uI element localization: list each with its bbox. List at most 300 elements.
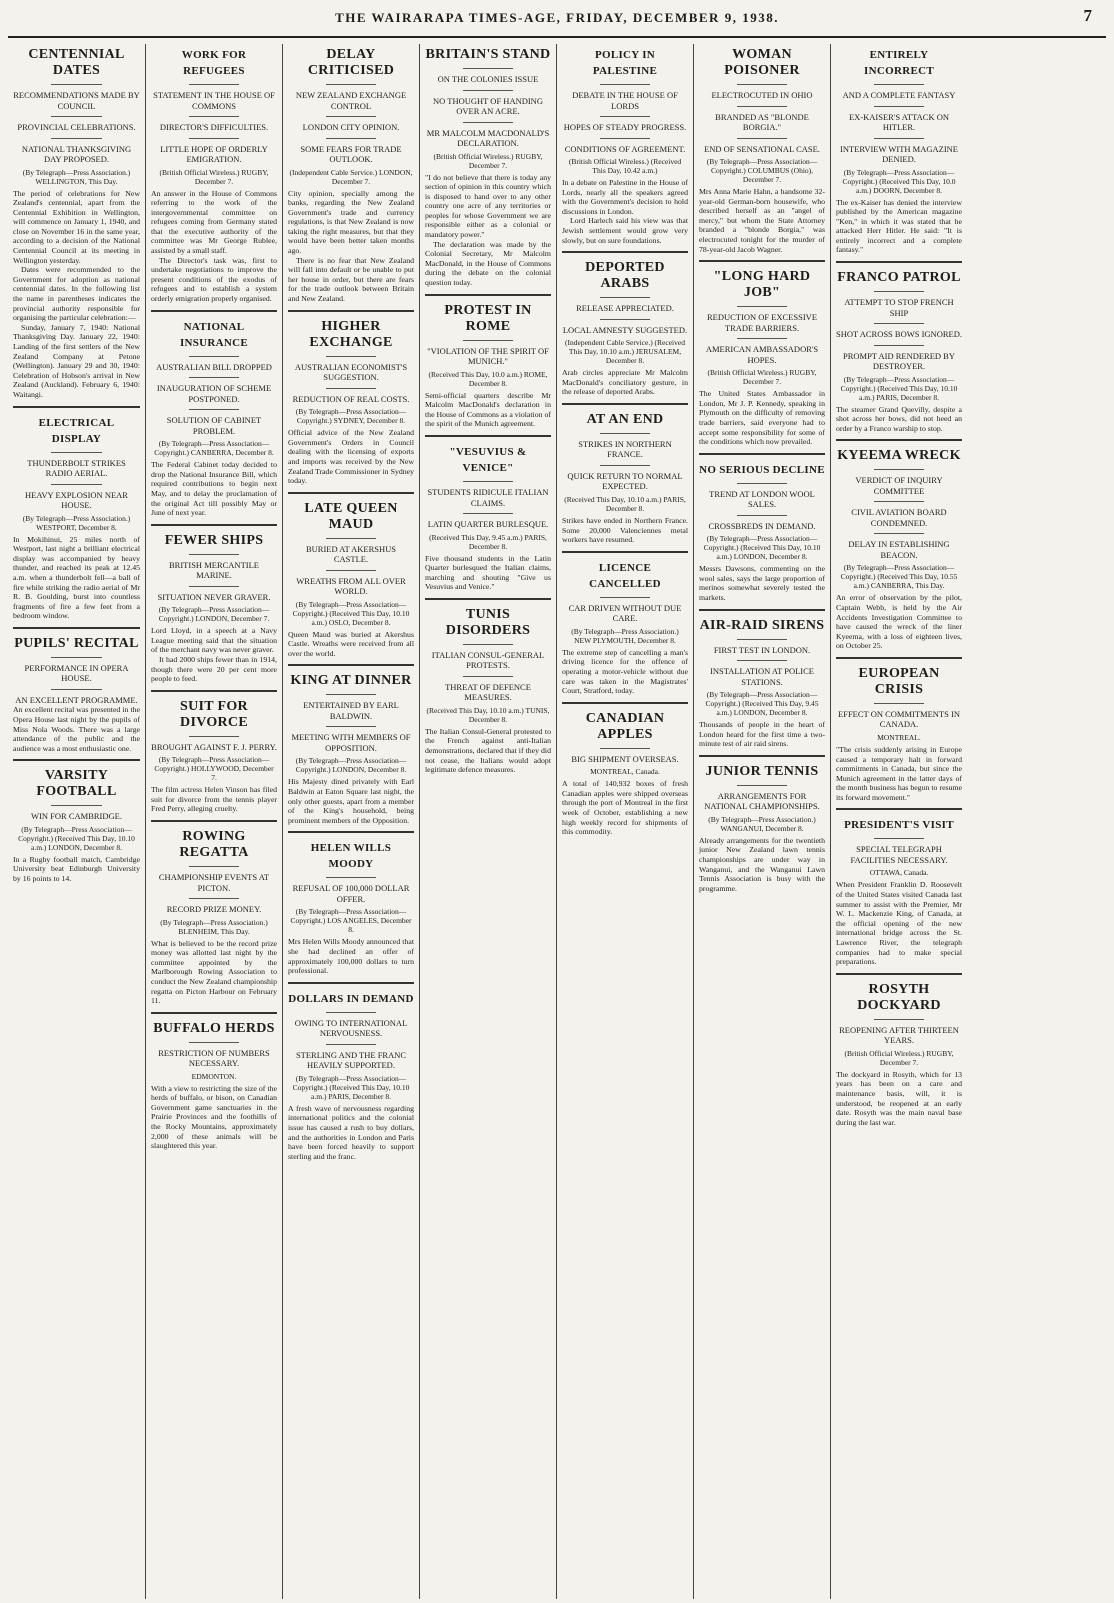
article-paragraph: What is believed to be the record prize money was allotted last night by the committee appointed by the Marlborough Rowing Association to conduct the New Zealand championship regatta on Picton Harbour on February 11. <box>151 938 277 1006</box>
headline-rule <box>874 345 924 346</box>
article <box>13 44 140 400</box>
article-divider <box>13 406 140 408</box>
article <box>562 403 688 545</box>
article-paragraph: The period of celebrations for New Zealand's centennial, apart from the Centennial Exhibition in Wellington, will commence on January 1, 1940, and close on November 16 in the same year, according to a decision of the National Centennial Council at its meeting in Wellington yesterday. <box>13 188 140 265</box>
article-subheading: STATEMENT IN THE HOUSE OF COMMONS <box>153 90 275 111</box>
article <box>699 260 825 447</box>
article-subheading: SITUATION NEVER GRAVER. <box>157 591 271 602</box>
article-subheading: SOLUTION OF CABINET PROBLEM. <box>166 415 262 436</box>
headline-rule <box>874 703 924 704</box>
article-dateline: (Received This Day, 10.10 a.m.) PARIS, December 8. <box>564 494 686 513</box>
headline-rule <box>737 338 787 339</box>
article-subheading: AUSTRALIAN ECONOMIST'S SUGGESTION. <box>294 361 408 383</box>
article-headline: ROSYTH DOCKYARD <box>857 981 941 1013</box>
article-subheading: MR MALCOLM MACDONALD'S DECLARATION. <box>426 127 550 148</box>
article-headline: EUROPEAN CRISIS <box>858 665 940 697</box>
article <box>836 808 962 966</box>
article-headline: FRANCO PATROL <box>837 270 961 286</box>
article <box>288 831 414 975</box>
article-paragraph: Thousands of people in the heart of London heard for the first time a two-minute test of air raid sirens. <box>699 720 825 749</box>
article-dateline: (By Telegraph—Press Association—Copyright.) (Received This Day, 10.55 a.m.) CANBERRA, This Day. <box>840 563 958 591</box>
headline-rule <box>737 639 787 640</box>
article-subheading: INTERVIEW WITH MAGAZINE DENIED. <box>840 143 958 164</box>
article-paragraph: In a Rugby football match, Cambridge University beat Edinburgh University by 16 points to 14. <box>13 854 140 884</box>
article <box>699 609 825 749</box>
article-subheading: AND A COMPLETE FANTASY <box>842 90 956 100</box>
headline-rule <box>737 483 787 484</box>
article-subheading: CONDITIONS OF AGREEMENT. <box>564 143 686 154</box>
article-headline: WORK FOR REFUGEES <box>181 49 247 77</box>
article-subheading: ON THE COLONIES ISSUE <box>437 74 539 84</box>
headline-rule <box>189 736 239 737</box>
article-subheading: DEBATE IN THE HOUSE OF LORDS <box>572 90 678 111</box>
article-headline: HIGHER EXCHANGE <box>309 318 393 350</box>
page-number: 7 <box>1083 6 1092 25</box>
article-dateline: (Received This Day, 10.10 a.m.) TUNIS, December 8. <box>426 705 550 724</box>
article-headline: JUNIOR TENNIS <box>705 763 819 779</box>
headline-rule <box>326 356 376 357</box>
article-headline: ENTIRELY INCORRECT <box>864 49 934 77</box>
article-paragraph: His Majesty dined privately with Earl Baldwin at Eaton Square last night, the only other guests, apart from a member of the King's household, being prominent members of the Opposition. <box>288 777 414 825</box>
article-headline: BRITAIN'S STAND <box>425 47 551 62</box>
article-subheading: ELECTROCUTED IN OHIO <box>711 90 813 100</box>
article <box>836 44 962 255</box>
headline-rule <box>51 484 102 485</box>
article-dateline: (By Telegraph—Press Association—Copyright.) CANBERRA, December 8. <box>154 439 274 458</box>
headline-rule <box>326 116 376 117</box>
article <box>562 44 688 245</box>
article <box>288 664 414 825</box>
article-headline: CANADIAN APPLES <box>585 710 665 742</box>
article-divider <box>562 702 688 704</box>
article-divider <box>836 808 962 810</box>
article-dateline: (Received This Day, 10.0 a.m.) ROME, December 8. <box>428 369 548 388</box>
article-divider <box>425 294 551 296</box>
article-divider <box>151 524 277 526</box>
article-paragraph: Official advice of the New Zealand Government's Orders in Council dealing with the licensing of exports and imports was received by the New Zealand Trade Commissioner in Sydney today. <box>288 428 414 486</box>
headline-rule <box>326 570 376 571</box>
headline-rule <box>326 1044 376 1045</box>
headline-rule <box>600 597 650 598</box>
article-dateline: (By Telegraph—Press Association—Copyright.) LONDON, December 7. <box>158 605 270 624</box>
headline-rule <box>874 501 924 502</box>
article-subheading: LATIN QUARTER BURLESQUE. <box>427 519 549 529</box>
headline-rule <box>737 306 787 307</box>
article-divider <box>288 664 414 666</box>
article-headline: DEPORTED ARABS <box>585 260 665 292</box>
headline-rule <box>326 538 376 539</box>
headline-rule <box>600 319 650 320</box>
article <box>288 310 414 486</box>
article-divider <box>425 598 551 600</box>
headline-rule <box>326 1012 376 1013</box>
article-divider <box>562 403 688 405</box>
article-headline: CENTENNIAL DATES <box>28 47 125 78</box>
headline-rule <box>874 533 924 534</box>
article-headline: FEWER SHIPS <box>164 532 264 548</box>
headline-rule <box>326 84 376 85</box>
article-dateline: (By Telegraph—Press Association—Copyright.) (Received This Day, 10.0 a.m.) DOORN, December 8. <box>842 167 956 195</box>
article-divider <box>151 310 277 312</box>
article-dateline: (By Telegraph—Press Association—Copyright.) (Received This Day, 9.45 a.m.) LONDON, December 8. <box>705 690 819 718</box>
article-subheading: QUICK RETURN TO NORMAL EXPECTED. <box>567 470 683 492</box>
article-paragraph: An error of observation by the pilot, Captain Webb, is held by the Air Accidents Investigation Committee to have caused the wreck of the liner Kyeema, with a loss of eighteen lives, on October 25. <box>836 593 962 651</box>
headline-rule <box>600 465 650 466</box>
article-headline: DELAY CRITICISED <box>307 47 395 78</box>
article-dateline: (British Official Wireless.) RUGBY, December 7. <box>844 1048 954 1067</box>
headline-rule <box>51 657 102 658</box>
headline-rule <box>600 297 650 298</box>
article-subheading: EFFECT ON COMMITMENTS IN CANADA. <box>838 708 960 730</box>
headline-rule <box>51 689 102 690</box>
article-divider <box>836 973 962 975</box>
article <box>288 44 414 304</box>
article-paragraph: An answer in the House of Commons referring to the work of the intergovernmental committee on refugees coming from Germany stated that the executive authority of the committee was Mr George Rublee, assisted by a small staff. <box>151 188 277 256</box>
headline-rule <box>189 356 239 357</box>
article <box>699 755 825 894</box>
article-dateline: (Received This Day, 9.45 a.m.) PARIS, December 8. <box>429 532 547 551</box>
article-dateline: EDMONTON. <box>191 1071 237 1081</box>
article-subheading: HEAVY EXPLOSION NEAR HOUSE. <box>25 489 128 511</box>
article-paragraph: There is no fear that New Zealand will fall into default or be unable to put her house in order, but there are fears for the trade outlook between Britain and New Zealand. <box>288 255 414 304</box>
column-1 <box>8 44 145 1599</box>
article-divider <box>288 492 414 494</box>
article-subheading: CAR DRIVEN WITHOUT DUE CARE. <box>568 602 682 624</box>
headline-rule <box>326 694 376 695</box>
article-subheading: REOPENING AFTER THIRTEEN YEARS. <box>839 1024 959 1046</box>
article-divider <box>425 435 551 437</box>
article <box>836 261 962 433</box>
article-dateline: (Independent Cable Service.) LONDON, December 7. <box>289 167 413 186</box>
article-subheading: PROMPT AID RENDERED BY DESTROYER. <box>842 350 955 372</box>
headline-rule <box>737 138 787 139</box>
article-divider <box>151 820 277 822</box>
article-paragraph: When President Franklin D. Roosevelt of the United States visited Canada last summer to assist with the Premier, Mr W. L. Mackenzie King, of Canada, at the official opening of the new international bridge across the St. Lawrence River, the telegraph companies had to make special preparations. <box>836 880 962 967</box>
headline-rule <box>189 586 239 587</box>
headline-rule <box>189 866 239 867</box>
article <box>288 982 414 1162</box>
article-paragraph: The steamer Grand Quevilly, despite a shot across her bows, did not heed an order by a Franco warship to stop. <box>836 404 962 433</box>
article-dateline: (By Telegraph—Press Association.) WELLINGTON, This Day. <box>22 167 131 186</box>
article-headline: PRESIDENT'S VISIT <box>844 819 954 832</box>
article-dateline: (By Telegraph—Press Association.) BLENHEIM, This Day. <box>160 917 268 936</box>
article-dateline: (By Telegraph—Press Association—Copyright.) LONDON, December 8. <box>295 756 407 775</box>
article-paragraph: Lord Harlech said his view was that Jewish settlement would grow very slowly, but on sure foundations. <box>562 216 688 245</box>
article-subheading: RELEASE APPRECIATED. <box>576 303 674 314</box>
article-divider <box>836 657 962 659</box>
article-paragraph: Strikes have ended in Northern France. Some 20,000 Valenciennes metal workers have resumed. <box>562 515 688 545</box>
article-paragraph: The Director's task was, first to undertake negotiations to improve the present conditions of the exodus of refugees and to establish a system orderly emigration properly organised. <box>151 255 277 304</box>
article <box>13 627 140 753</box>
article-divider <box>13 759 140 761</box>
article-headline: KYEEMA WRECK <box>837 448 961 464</box>
headline-rule <box>737 515 787 516</box>
article-headline: VARSITY FOOTBALL <box>36 768 117 800</box>
article-dateline: (By Telegraph—Press Association.) WESTPORT, December 8. <box>22 513 131 532</box>
article-subheading: INSTALLATION AT POLICE STATIONS. <box>710 666 814 687</box>
article-subheading: CHAMPIONSHIP EVENTS AT PICTON. <box>158 872 270 893</box>
article-subheading: CROSSBREDS IN DEMAND. <box>708 520 816 531</box>
article-divider <box>699 609 825 611</box>
article-dateline: (By Telegraph—Press Association—Copyright.) SYDNEY, December 8. <box>295 407 407 426</box>
headline-rule <box>51 805 102 806</box>
column-2 <box>145 44 282 1599</box>
article <box>425 44 551 288</box>
article-paragraph: Messrs Dawsons, commenting on the wool sales, says the large proportion of merinos somewhat severely tested the markets. <box>699 564 825 602</box>
article-paragraph: In a debate on Palestine in the House of Lords, nearly all the speakers agreed with the Government's decision to hold discussions in London. <box>562 178 688 216</box>
masthead <box>8 0 1106 38</box>
article-divider <box>288 982 414 984</box>
headline-rule <box>874 138 924 139</box>
article-paragraph: The ex-Kaiser has denied the interview published by the American magazine "Ken," in which it was stated that he attacked Herr Hitler. He said: "It is entirely incorrect and a complete fantasy." <box>836 197 962 255</box>
article-subheading: RECOMMENDATIONS MADE BY COUNCIL <box>13 90 140 111</box>
headline-rule <box>737 785 787 786</box>
headline-rule <box>874 291 924 292</box>
article-divider <box>151 690 277 692</box>
article-subheading: WREATHS FROM ALL OVER WORLD. <box>296 575 406 597</box>
article-divider <box>562 251 688 253</box>
article-subheading: LITTLE HOPE OF ORDERLY EMIGRATION. <box>160 143 268 164</box>
article-dateline: OTTAWA, Canada. <box>869 868 929 878</box>
headline-rule <box>463 481 513 482</box>
headline-rule <box>874 84 924 85</box>
headline-rule <box>463 90 513 91</box>
headline-rule <box>51 452 102 453</box>
headline-rule <box>600 84 650 85</box>
article <box>13 406 140 621</box>
headline-rule <box>326 726 376 727</box>
article-subheading: WIN FOR CAMBRIDGE. <box>31 811 122 822</box>
headline-rule <box>737 106 787 107</box>
article <box>562 251 688 397</box>
article-subheading: BROUGHT AGAINST F. J. PERRY. <box>151 741 277 752</box>
article-paragraph: "I do not believe that there is today any section of opinion in this country which is disposed to hand over to any other country one acre of any territories or peoples for whose Government we are responsible either as a colonial or mandatory power." <box>425 172 551 240</box>
article-paragraph: Lord Lloyd, in a speech at a Navy League meeting said that the situation of the merchant navy was never graver. <box>151 626 277 655</box>
article-headline: POLICY IN PALESTINE <box>592 49 658 77</box>
article <box>13 759 140 883</box>
headline-rule <box>189 898 239 899</box>
article-dateline: (By Telegraph—Press Association—Copyright.) (Received This Day, 10.10 a.m.) OSLO, December 8. <box>292 599 410 627</box>
article-subheading: FIRST TEST IN LONDON. <box>713 644 811 655</box>
article-subheading: BIG SHIPMENT OVERSEAS. <box>571 753 679 764</box>
article <box>288 492 414 659</box>
article-paragraph: "The crisis suddenly arising in Europe caused a temporary halt in forward commitments in Canada, but since the Munich agreement in the latter days of the month business has begun to resume its forward movement." <box>836 744 962 802</box>
headline-rule <box>463 68 513 69</box>
article-paragraph: The film actress Helen Vinson has filed suit for divorce from the tennis player Fred Perry, alleging cruelty. <box>151 785 277 814</box>
article-paragraph: An excellent recital was presented in the Opera House last night by the pupils of Miss Nola Woods. There was a large attendance of the public and the audience was a most enthusiastic one. <box>13 705 140 753</box>
article-subheading: END OF SENSATIONAL CASE. <box>704 143 820 154</box>
headline-rule <box>51 116 102 117</box>
article-headline: "VESUVIUS & VENICE" <box>449 446 527 474</box>
article-subheading: INAUGURATION OF SCHEME POSTPONED. <box>156 383 272 404</box>
article-dateline: (British Official Wireless.) (Received This Day, 10.42 a.m.) <box>568 157 682 175</box>
article <box>836 439 962 651</box>
article-subheading: ITALIAN CONSUL-GENERAL PROTESTS. <box>431 649 545 671</box>
article-dateline: (British Official Wireless.) RUGBY, December 7. <box>433 151 543 170</box>
headline-rule <box>874 106 924 107</box>
article-paragraph: Queen Maud was buried at Akershus Castle. Wreaths were received from all over the world. <box>288 629 414 658</box>
article-headline: "LONG HARD JOB" <box>713 269 811 301</box>
column-5 <box>556 44 693 1599</box>
article-paragraph: The dockyard in Rosyth, which for 13 years has been on a care and maintenance basis, will, it is understood, be reopened at an early date. Rosyth was the main naval base during the last war. <box>836 1069 962 1127</box>
article-subheading: AUSTRALIAN BILL DROPPED <box>156 361 272 372</box>
headline-rule <box>600 433 650 434</box>
article-headline: ROWING REGATTA <box>179 829 249 861</box>
article <box>151 1012 277 1151</box>
article-subheading: ENTERTAINED BY EARL BALDWIN. <box>303 700 399 721</box>
article-dateline: MONTREAL, Canada. <box>590 767 660 777</box>
article-divider <box>288 310 414 312</box>
article-paragraph: It had 2000 ships fewer than in 1914, though there were 20 per cent more people to feed. <box>151 654 277 684</box>
article-dateline: (British Official Wireless.) RUGBY, December 7. <box>159 167 269 186</box>
article-subheading: BURIED AT AKERSHUS CASTLE. <box>305 543 397 565</box>
headline-rule <box>874 323 924 324</box>
article-paragraph: Mrs Helen Wills Moody announced that she had declined an offer of approximately 100,000 dollars to turn professional. <box>288 937 414 976</box>
article-dateline: (By Telegraph—Press Association.) NEW PLYMOUTH, December 8. <box>571 626 679 645</box>
article-dateline: (By Telegraph—Press Association—Copyright.) HOLLYWOOD, December 7. <box>154 755 274 783</box>
article <box>151 690 277 814</box>
headline-rule <box>189 409 239 410</box>
article-subheading: TREND AT LONDON WOOL SALES. <box>709 488 815 510</box>
article-subheading: LOCAL AMNESTY SUGGESTED. <box>562 324 688 335</box>
article-paragraph: The extreme step of cancelling a man's driving licence for the offence of operating a motor-vehicle without due care was taken in the Magistrates' Court, Stratford, today. <box>562 647 688 696</box>
article-headline: ELECTRICAL DISPLAY <box>38 416 115 445</box>
headline-rule <box>326 138 376 139</box>
article-paragraph: The declaration was made by the Colonial Secretary, Mr Malcolm MacDonald, in the House of Commons during the debate on the colonial question today. <box>425 239 551 288</box>
headline-rule <box>600 116 650 117</box>
article-subheading: LONDON CITY OPINION. <box>302 122 400 132</box>
article <box>562 551 688 696</box>
article-subheading: STERLING AND THE FRANC HEAVILY SUPPORTED. <box>295 1049 407 1071</box>
headline-rule <box>463 122 513 123</box>
article-headline: LICENCE CANCELLED <box>589 561 661 590</box>
article-subheading: EX-KAISER'S ATTACK ON HITLER. <box>848 111 950 132</box>
article-paragraph: Mrs Anna Marie Hahn, a handsome 32-year-old German-born housewife, who described herself as an "angel of mercy," but whom the State Attorney branded a "blonde Borgia," was electrocuted tonight for the murder of 78-year-old Jacob Wagner. <box>699 187 825 254</box>
column-4 <box>419 44 556 1599</box>
article-paragraph: The Federal Cabinet today decided to drop the National Insurance Bill, which required contributions to begin next May, and to delay the proclamation of the original Act till possibly May or June of next year. <box>151 460 277 518</box>
article-headline: DOLLARS IN DEMAND <box>288 992 414 1005</box>
article-subheading: THUNDERBOLT STRIKES RADIO AERIAL. <box>27 457 126 479</box>
article-paragraph: Sunday, January 7, 1940: National Thanksgiving Day. January 22, 1940: Landing of the first settlers of the New Zealand Company at Petone (Wellington). January 29 and 30, 1940: Celebration of Hobson's arrival in New Zealand (Auckland). February 6, 1940: Waitangi. <box>13 322 140 399</box>
article-subheading: PROVINCIAL CELEBRATIONS. <box>17 122 136 132</box>
article-subheading: PERFORMANCE IN OPERA HOUSE. <box>24 662 129 684</box>
article <box>425 435 551 592</box>
headline-rule <box>463 644 513 645</box>
article-paragraph: Arab circles appreciate Mr Malcolm MacDonald's conciliatory gesture, in the release of deported Arabs. <box>562 368 688 397</box>
article-headline: AT AN END <box>586 411 664 427</box>
article-subheading: SPECIAL TELEGRAPH FACILITIES NECESSARY. <box>850 844 948 865</box>
article-divider <box>699 755 825 757</box>
article <box>151 310 277 518</box>
article-divider <box>699 453 825 455</box>
article-headline: AIR-RAID SIRENS <box>699 617 825 633</box>
article-headline: WOMAN POISONER <box>724 47 800 78</box>
article <box>425 598 551 775</box>
headline-rule <box>189 116 239 117</box>
article <box>151 820 277 1006</box>
article-headline: BUFFALO HERDS <box>153 1020 275 1036</box>
article-subheading: REDUCTION OF EXCESSIVE TRADE BARRIERS. <box>706 312 818 333</box>
article-subheading: OWING TO INTERNATIONAL NERVOUSNESS. <box>294 1017 408 1039</box>
article-dateline: MONTREAL. <box>877 732 921 742</box>
article-headline: NO SERIOUS DECLINE <box>699 463 825 476</box>
headline-rule <box>737 660 787 661</box>
article <box>562 702 688 837</box>
headline-rule <box>51 138 102 139</box>
article-paragraph: A total of 140,932 boxes of fresh Canadian apples were shipped overseas through the port of Montreal in the first week of October, establishing a new high weekly record for shipments of this commodity. <box>562 779 688 837</box>
column-7 <box>830 44 967 1599</box>
headline-rule <box>51 84 102 85</box>
article-headline: LATE QUEEN MAUD <box>304 500 398 532</box>
headline-rule <box>326 877 376 878</box>
article <box>151 524 277 684</box>
article-headline: TUNIS DISORDERS <box>445 606 531 638</box>
article-subheading: NEW ZEALAND EXCHANGE CONTROL <box>295 90 407 111</box>
headline-rule <box>463 676 513 677</box>
article-dateline: (By Telegraph—Press Association—Copyright.) (Received This Day, 10.10 a.m.) PARIS, December 8. <box>292 1073 410 1101</box>
headline-rule <box>326 388 376 389</box>
article-headline: NATIONAL INSURANCE <box>179 320 249 349</box>
article-divider <box>836 439 962 441</box>
article-subheading: MEETING WITH MEMBERS OF OPPOSITION. <box>291 732 411 753</box>
article-subheading: ARRANGEMENTS FOR NATIONAL CHAMPIONSHIPS. <box>704 790 820 812</box>
headline-rule <box>463 340 513 341</box>
column-3 <box>282 44 419 1599</box>
masthead-title: THE WAIRARAPA TIMES-AGE, FRIDAY, DECEMBER 9, 1938. <box>335 10 779 25</box>
article-dateline: (By Telegraph—Press Association—Copyright.) LOS ANGELES, December 8. <box>290 907 412 935</box>
article <box>425 294 551 429</box>
article-subheading: RECORD PRIZE MONEY. <box>166 904 262 915</box>
article <box>836 973 962 1128</box>
article-subheading: DELAY IN ESTABLISHING BEACON. <box>848 539 950 560</box>
article-divider <box>13 627 140 629</box>
article-dateline: (By Telegraph—Press Association.) WANGANUI, December 8. <box>708 814 816 833</box>
article-paragraph: Semi-official quarters describe Mr Malcolm MacDonald's declaration in the House of Commons as a violation of the spirit of the Munich agreement. <box>425 390 551 429</box>
article-subheading: SHOT ACROSS BOWS IGNORED. <box>836 329 962 340</box>
headline-rule <box>189 554 239 555</box>
article-divider <box>836 261 962 263</box>
article-dateline: (By Telegraph—Press Association—Copyright.) (Received This Day, 10.10 a.m.) LONDON, December 8. <box>18 824 135 852</box>
article-dateline: (By Telegraph—Press Association—Copyright.) COLUMBUS (Ohio), December 7. <box>706 157 818 184</box>
article-divider <box>699 260 825 262</box>
article-subheading: THREAT OF DEFENCE MEASURES. <box>445 681 531 703</box>
article-subheading: ATTEMPT TO STOP FRENCH SHIP <box>844 297 954 318</box>
headline-rule <box>189 84 239 85</box>
article-subheading: BRANDED AS "BLONDE BORGIA." <box>715 111 809 132</box>
article-headline: HELEN WILLS MOODY <box>310 842 392 871</box>
article-paragraph: With a view to restricting the size of the herds of buffalo, or bison, on Canadian Government game sanctuaries in the Prairie Provinces and the foothills of the Rocky Mountains, approximately 2,000 of these animals will be slaughtered this year. <box>151 1083 277 1151</box>
article-headline: SUIT FOR DIVORCE <box>180 698 248 730</box>
column-6 <box>693 44 830 1599</box>
article-subheading: "VIOLATION OF THE SPIRIT OF MUNICH." <box>427 345 549 367</box>
article-subheading: REDUCTION OF REAL COSTS. <box>292 393 410 404</box>
headline-rule <box>874 838 924 839</box>
article <box>699 453 825 603</box>
headline-rule <box>874 469 924 470</box>
columns-container <box>8 44 1106 1599</box>
article-dateline: (By Telegraph—Press Association—Copyright.) (Received This Day, 10.10 a.m.) PARIS, December 8. <box>840 374 958 402</box>
article-paragraph: Already arrangements for the twentieth junior New Zealand lawn tennis championships are under way in Wanganui, and the Wanganui Lawn Tennis Association is busy with the programme. <box>699 835 825 893</box>
article-divider <box>151 1012 277 1014</box>
article-subheading: SOME FEARS FOR TRADE OUTLOOK. <box>300 143 402 164</box>
article-divider <box>288 831 414 833</box>
article-paragraph: Dates were recommended to the Government for adoption as national centennial dates. In the following list the name in parentheses indicates the provincial authority responsible for organising the particular celebration:— <box>13 265 140 323</box>
headline-rule <box>874 1019 924 1020</box>
headline-rule <box>189 138 239 139</box>
headline-rule <box>189 377 239 378</box>
article-paragraph: City opinion, specially among the banks, regarding the New Zealand Government's trade and currency regulations, is that New Zealand is now taking the right measures, but that they would have been better taken months ago. <box>288 188 414 256</box>
article-headline: KING AT DINNER <box>290 673 412 689</box>
